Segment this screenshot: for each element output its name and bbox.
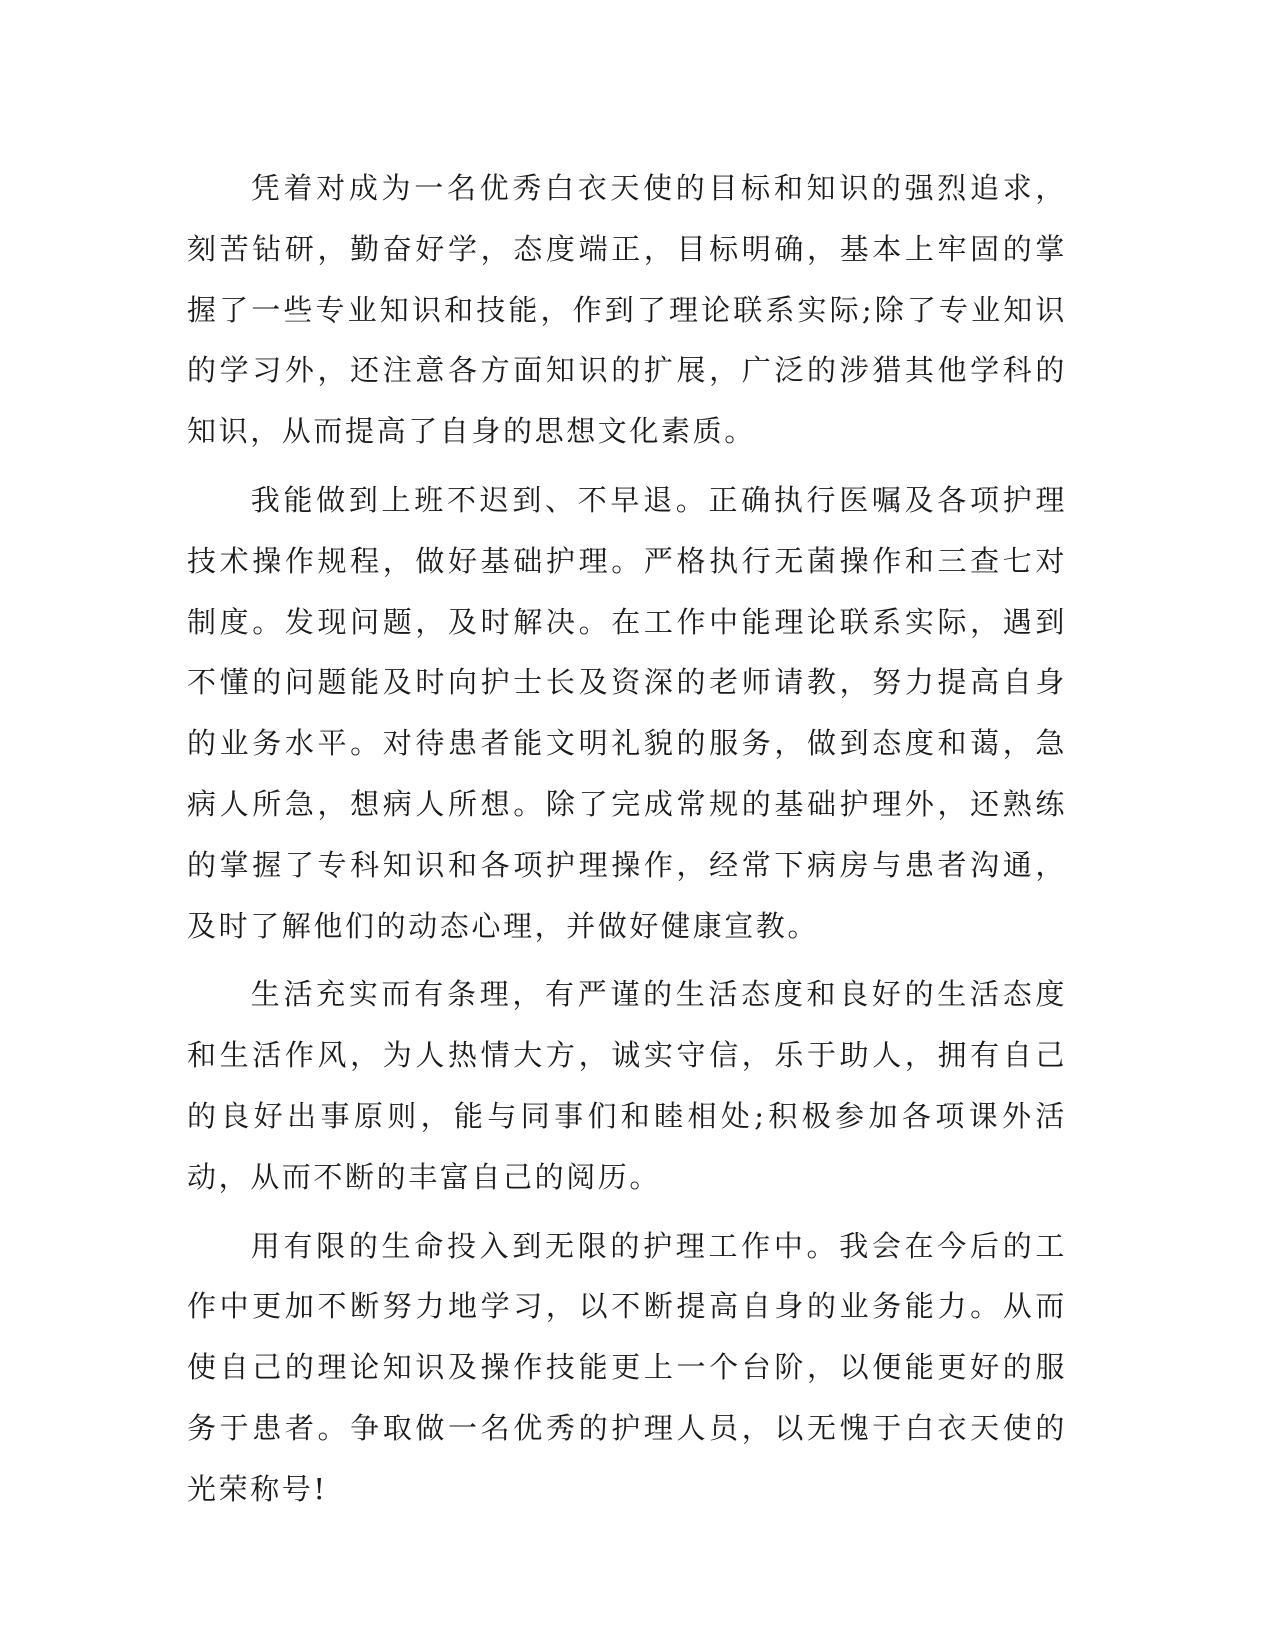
paragraph-aspiration: 用有限的生命投入到无限的护理工作中。我会在今后的工作中更加不断努力地学习，以不断提高自身的业务能力。从而使自己的理论知识及操作技能更上一个台阶，以便能更好的服务于患者。争取做一名优秀的护理人员，以无愧于白衣天使的光荣称号! [187,1228,1067,1506]
document-body [187,158,1067,1520]
paragraph-work: 我能做到上班不迟到、不早退。正确执行医嘱及各项护理技术操作规程，做好基础护理。严格执行无菌操作和三查七对制度。发现问题，及时解决。在工作中能理论联系实际，遇到不懂的问题能及时向护士长及资深的老师请教，努力提高自身的业务水平。对待患者能文明礼貌的服务，做到态度和蔼，急病人所急，想病人所想。除了完成常规的基础护理外，还熟练的掌握了专科知识和各项护理操作，经常下病房与患者沟通，及时了解他们的动态心理，并做好健康宣教。 [187,482,1067,943]
paragraph-study: 凭着对成为一名优秀白衣天使的目标和知识的强烈追求，刻苦钻研，勤奋好学，态度端正，目标明确，基本上牢固的掌握了一些专业知识和技能，作到了理论联系实际;除了专业知识的学习外，还注意各方面知识的扩展，广泛的涉猎其他学科的知识，从而提高了自身的思想文化素质。 [187,171,1067,449]
paragraph-life: 生活充实而有条理，有严谨的生活态度和良好的生活态度和生活作风，为人热情大方，诚实守信，乐于助人，拥有自己的良好出事原则，能与同事们和睦相处;积极参加各项课外活动，从而不断的丰富自己的阅历。 [187,977,1067,1194]
